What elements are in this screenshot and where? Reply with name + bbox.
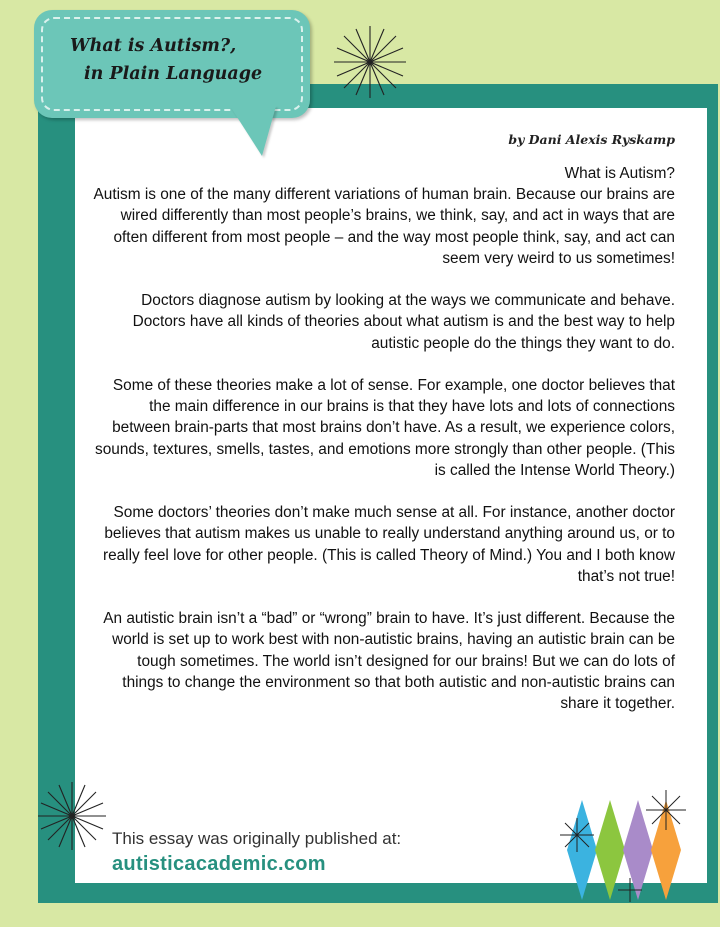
diamond-icon xyxy=(595,800,625,900)
essay-paragraph-5: An autistic brain isn’t a “bad” or “wrong” brain to have. It’s just different. Because the world is set up to work best with non-autistic brains, having an autistic brain can be tough sometimes. The world isn’t designed for our brains! But we can do lots of things to change the environment so that both autistic and non-autistic brains can share it together. xyxy=(103,610,675,713)
diamond-cluster xyxy=(560,795,700,905)
diamond-icon xyxy=(623,800,653,900)
page-title xyxy=(70,32,310,88)
diamond-icon xyxy=(567,800,597,900)
essay-paragraph-1: Autism is one of the many different variations of human brain. Because our brains are wired differently than most people’s brains, we think, say, and act in ways that are often different from most people – and the way most people think, say, and act can seem very weird to us sometimes! xyxy=(93,186,675,267)
essay-paragraph-4: Some doctors’ theories don’t make much sense at all. For instance, another doctor believes that autism makes us unable to really understand anything around us, or to really feel love for other people. (This is called Theory of Mind.) You and I both know that’s not true! xyxy=(102,504,675,585)
essay-heading: What is Autism? xyxy=(564,165,675,182)
website-link[interactable]: autisticacademic.com xyxy=(112,853,326,875)
title-line-1: What is Autism?, xyxy=(70,36,237,56)
speech-bubble-tail xyxy=(230,106,276,156)
essay-body xyxy=(92,163,675,735)
starburst-icon xyxy=(34,778,110,854)
essay-paragraph-3: Some of these theories make a lot of sense. For example, one doctor believes that the main difference in our brains is that they have lots and lots of connections between brain-parts that most brains don’t have. As a result, we experience colors, sounds, textures, smells, tastes, and emotions more strongly than other people. (This is called the Intense World Theory.) xyxy=(95,377,675,479)
title-line-2: in Plain Language xyxy=(84,64,263,84)
starburst-icon xyxy=(330,22,410,102)
published-label: This essay was originally published at: xyxy=(112,829,402,848)
essay-paragraph-2: Doctors diagnose autism by looking at the ways we communicate and behave. Doctors have all kinds of theories about what autism is and the best way to help autistic people do the things they want to do. xyxy=(132,292,675,352)
author-byline: by Dani Alexis Ryskamp xyxy=(508,132,675,147)
